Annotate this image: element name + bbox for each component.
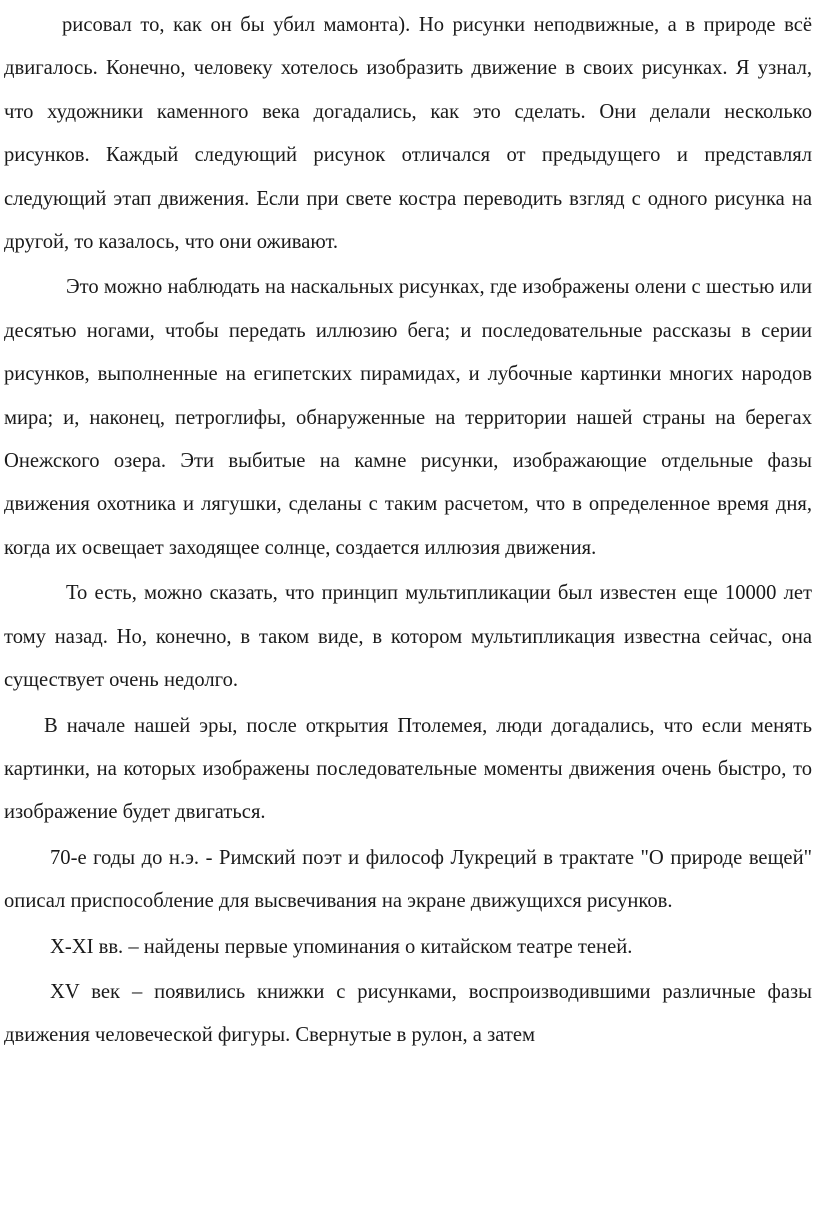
paragraph-fifteenth-century-books: XV век – появились книжки с рисунками, воспроизводившими различные фазы движения человеческой фигуры. Свернутые в рулон, а затем — [4, 980, 812, 1047]
paragraph-rock-art: Это можно наблюдать на наскальных рисунках, где изображены олени с шестью или десятью ногами, чтобы передать иллюзию бега; и последовательные рассказы в серии рисунков, выполненные на египетских пирамидах, и лубочные картинки многих народов мира; и, наконец, петроглифы, обнаруженные на территории нашей страны на берегах Онежского озера. Эти выбитые на камне рисунки, изображающие отдельные фазы движения охотника и лягушки, сделаны с таким расчетом, что в определенное время дня, когда их освещает заходящее солнце, создается иллюзия движения. — [4, 276, 812, 559]
paragraph-animation-principle: То есть, можно сказать, что принцип мультипликации был известен еще 10000 лет тому назад. Но, конечно, в таком виде, в котором мультипликация известна сейчас, она существует очень недолго. — [4, 582, 812, 692]
paragraph-ptolemy: В начале нашей эры, после открытия Птолемея, люди догадались, что если менять картинки, на которых изображены последовательные моменты движения очень быстро, то изображение будет двигаться. — [4, 714, 812, 824]
paragraph-chinese-shadow-theatre: X-XI вв. – найдены первые упоминания о китайском театре теней. — [50, 935, 633, 958]
paragraph-stone-age-drawings: рисовал то, как он бы убил мамонта). Но рисунки неподвижные, а в природе всё двигалось. Конечно, человеку хотелось изобразить движение в своих рисунках. Я узнал, что художники каменного века догадались, как это сделать. Они делали несколько рисунков. Каждый следующий рисунок отличался от предыдущего и представлял следующий этап движения. Если при свете костра переводить взгляд с одного рисунка на другой, то казалось, что они оживают. — [4, 14, 812, 254]
paragraph-lucretius: 70-е годы до н.э. - Римский поэт и философ Лукреций в трактате "О природе вещей" описал приспособление для высвечивания на экране движущихся рисунков. — [4, 846, 812, 913]
